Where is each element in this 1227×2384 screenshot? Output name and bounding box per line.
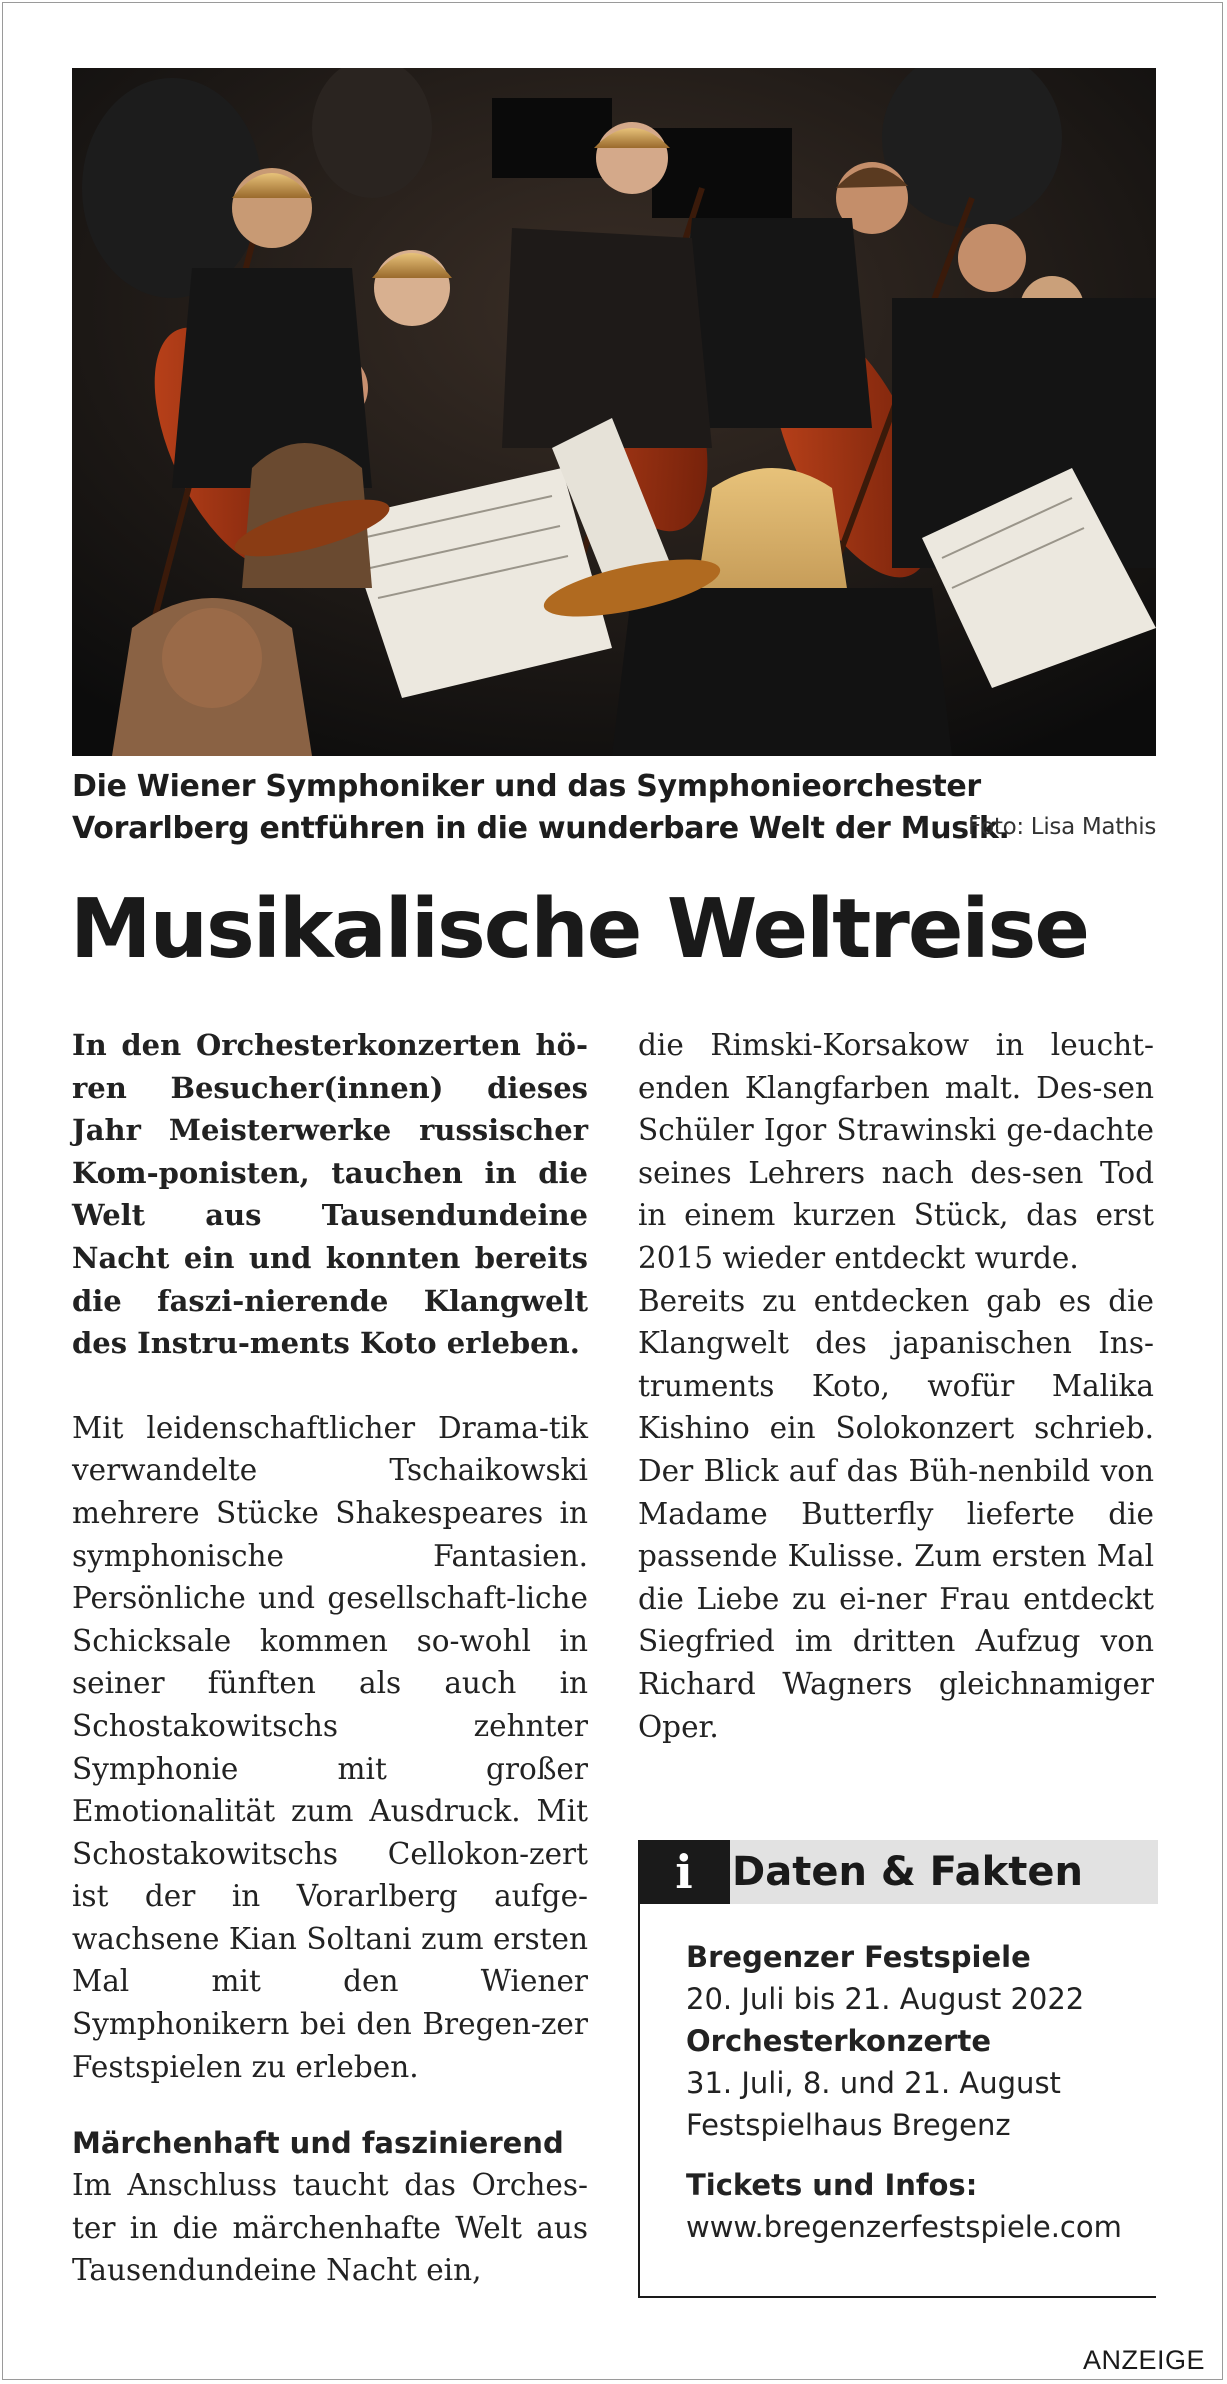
article-headline: Musikalische Weltreise [70,882,1088,977]
article-paragraph-2: Im Anschluss taucht das Orches-ter in die märchenhafte Welt aus Tausendundeine Nacht ein, [72,2168,588,2288]
article-paragraph-1: Mit leidenschaftlicher Drama-tik verwandelte Tschaikowski mehrere Stücke Shakespeares in symphonische Fantasien. Persönliche und gesellschaft-liche Schicksale kommen so-wohl in seiner fünften als auch in Schostakowitschs zehnter Symphonie mit großer Emotionalität zum Ausdruck. Mit Schostakowitschs Cellokon-zert ist der in Vorarlberg aufge-wachsene Kian Soltani zum ersten Mal mit den Wiener Symphonikern bei den Bregen-zer Festspielen zu erleben. [72,1410,588,2084]
article-paragraph-4: Bereits zu entdecken gab es die Klangwelt des japanischen Ins-truments Koto, wofür Malika Kishino ein Solokonzert schrieb. Der Blick auf das Büh-nenbild von Madame Butterfly lieferte die passende Kulisse. Zum ersten Mal die Liebe zu ei-ner Frau entdeckt Siegfried im dritten Aufzug von Richard Wagners gleichnamiger Oper. [638,1283,1154,1744]
tickets-label: Tickets und Infos: [686,2168,978,2202]
article-paragraph-3: die Rimski-Korsakow in leucht-enden Klangfarben malt. Des-sen Schüler Igor Strawinski ge-dachte seines Lehrers nach des-sen Tod in einem kurzen Stück, das erst 2015 wieder entdeckt wurde. [638,1028,1154,1275]
festival-name: Bregenzer Festspiele [686,1940,1031,1974]
concert-venue: Festspielhaus Bregenz [686,2108,1011,2142]
concert-dates: 31. Juli, 8. und 21. August [686,2066,1061,2100]
website-link[interactable]: www.bregenzerfestspiele.com [686,2210,1122,2244]
photo-caption [72,766,1156,850]
concerts-label: Orchesterkonzerte [686,2024,992,2058]
facts-box [638,1840,1156,2298]
article-lead: In den Orchesterkonzerten hö-ren Besucher(innen) dieses Jahr Meisterwerke russischer Kom-ponisten, tauchen in die Welt aus Tausendundeine Nacht ein und konnten bereits die faszi-nierende Klangwelt des Instru-ments Koto erleben. [72,1028,588,1361]
facts-header [638,1840,1158,1904]
facts-body [686,1936,1146,2248]
caption-text: Die Wiener Symphoniker und das Symphonieorchester Vorarlberg entführen in die wunderbare Welt der Musik. [72,769,1010,846]
orchestra-photo [72,68,1156,756]
article-column-left [72,1024,588,2292]
advertisement-tag: ANZEIGE [1082,2345,1205,2375]
info-icon: i [638,1840,730,1904]
photo-credit: Foto: Lisa Mathis [967,814,1156,840]
article-subhead: Märchenhaft und faszinierend [72,2126,564,2161]
festival-dates: 20. Juli bis 21. August 2022 [686,1982,1085,2016]
facts-title: Daten & Fakten [732,1849,1083,1895]
orchestra-photo-illustration [72,68,1156,756]
article-column-right [638,1024,1154,1748]
